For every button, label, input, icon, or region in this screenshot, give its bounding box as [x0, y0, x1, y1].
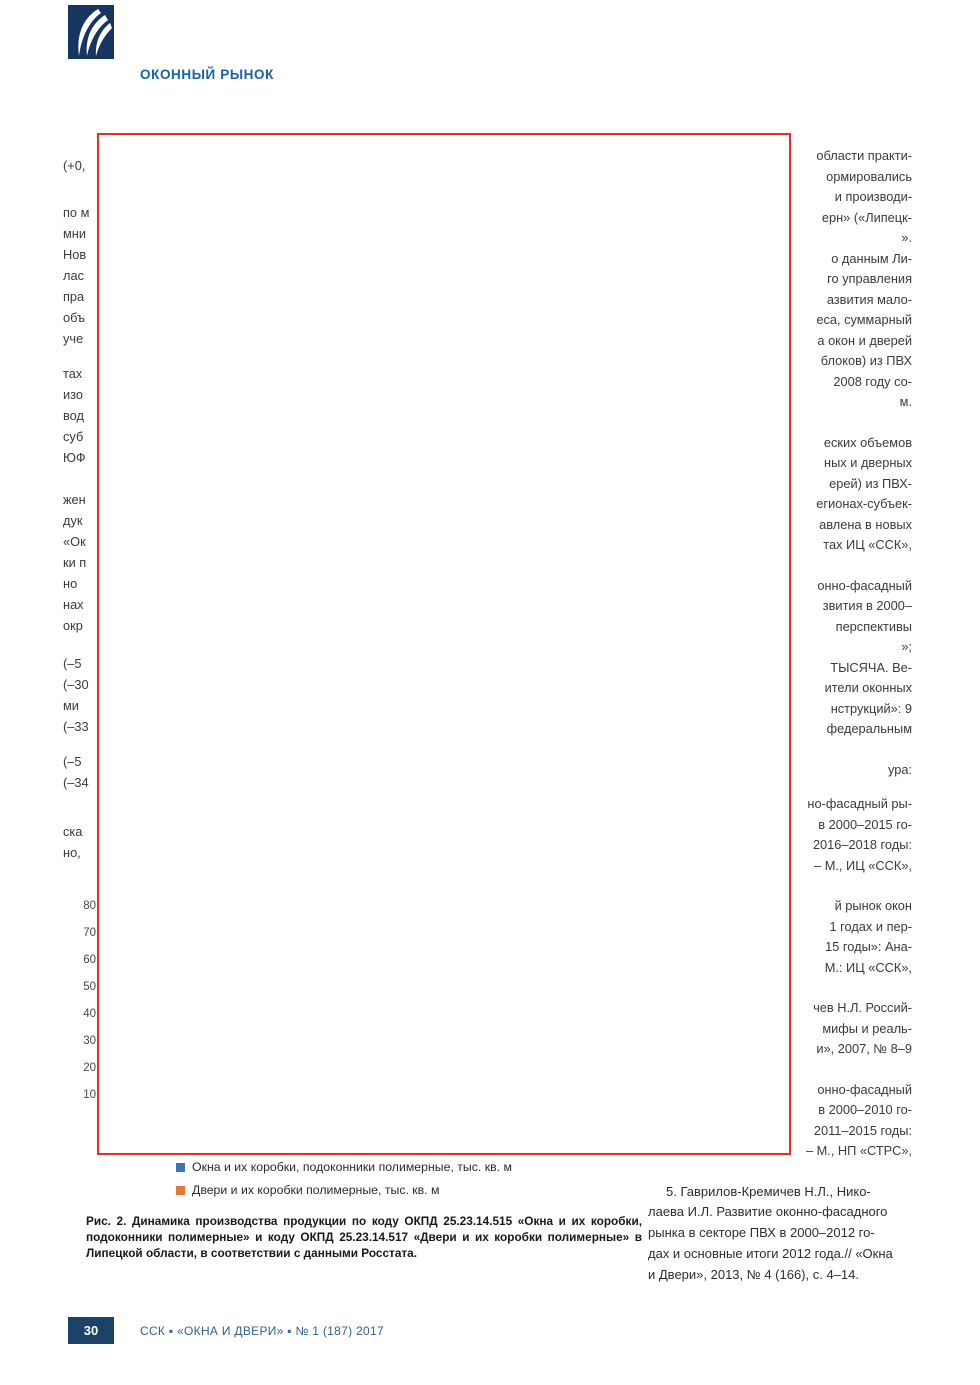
- text-fragment-line: дах и основные итоги 2012 года.// «Окна: [648, 1245, 893, 1261]
- text-fragment-line: тах ИЦ «ССК»,: [823, 537, 912, 552]
- text-fragment-line: (–5: [63, 656, 82, 671]
- text-fragment-line: авлена в новых: [819, 516, 912, 532]
- text-fragment-line: вод: [63, 408, 84, 423]
- text-fragment-line: ных и дверных: [824, 455, 912, 470]
- text-fragment-line: 30: [83, 1035, 96, 1047]
- chart-legend: [176, 1160, 512, 1206]
- text-fragment-line: – М., НП «СТРС»,: [805, 1143, 912, 1158]
- text-fragment-line: и Двери», 2013, № 4 (166), с. 4–14.: [648, 1266, 859, 1282]
- text-fragment-line: ки п: [63, 555, 87, 570]
- text-fragment-line: области практи-: [816, 148, 912, 163]
- reference-item: [648, 1182, 912, 1286]
- text-fragment-line: тах: [63, 366, 83, 381]
- text-fragment-line: ерн» («Липецк-: [821, 209, 912, 225]
- legend-swatch: [176, 1163, 185, 1172]
- page-number-badge: [68, 1317, 114, 1344]
- text-fragment-line: го управления: [827, 271, 912, 286]
- text-fragment-line: а окон и дверей: [817, 332, 912, 348]
- text-fragment-line: 2008 году со-: [833, 373, 912, 389]
- text-fragment-line: по м: [63, 205, 90, 220]
- legend-item: [176, 1160, 512, 1174]
- text-fragment-line: ТЫСЯЧА. Ве-: [830, 659, 912, 675]
- text-fragment-line: суб: [63, 429, 84, 444]
- text-fragment-line: 10: [83, 1089, 96, 1101]
- text-fragment-line: онно-фасадный: [817, 1081, 912, 1097]
- redaction-box: [97, 133, 791, 1155]
- text-fragment-line: 80: [83, 900, 96, 912]
- text-fragment-line: окр: [63, 618, 83, 633]
- legend-swatch: [176, 1186, 185, 1195]
- text-fragment-line: (–34: [63, 775, 89, 790]
- text-fragment-line: федеральным: [826, 721, 912, 736]
- text-fragment-line: азвития мало-: [826, 291, 912, 307]
- text-fragment-line: ители оконных: [824, 680, 912, 695]
- legend-label: Окна и их коробки, подоконники полимерные, тыс. кв. м: [192, 1160, 512, 1174]
- text-fragment-line: в 2000–2015 го-: [818, 816, 912, 832]
- text-fragment-line: лас: [63, 268, 84, 283]
- text-fragment-line: объ: [63, 310, 86, 325]
- text-fragment-line: ».: [901, 230, 912, 245]
- text-fragment-line: уче: [63, 331, 84, 346]
- text-fragment-line: м.: [899, 394, 912, 409]
- text-fragment-line: но,: [63, 845, 81, 860]
- text-fragment-line: й рынок окон: [834, 898, 912, 913]
- text-fragment-line: 20: [83, 1062, 96, 1074]
- text-fragment-line: и», 2007, № 8–9: [816, 1041, 912, 1056]
- text-fragment-line: – М., ИЦ «ССК»,: [814, 857, 912, 873]
- text-fragment-line: звития в 2000–: [822, 598, 912, 613]
- text-fragment-line: 15 годы»: Ана-: [825, 939, 912, 954]
- text-fragment-line: Нов: [63, 247, 87, 262]
- text-fragment-line: 1 годах и пер-: [829, 918, 912, 934]
- text-fragment-line: 2011–2015 годы:: [813, 1122, 912, 1138]
- text-fragment-line: жен: [63, 492, 86, 507]
- text-fragment-line: «Ок: [63, 534, 86, 549]
- figure-caption: Рис. 2. Динамика производства продукции по коду ОКПД 25.23.14.515 «Окна и их коробки, подоконники полимерные» и коду ОКПД 25.23.14.517 «Двери и их коробки полимерные» в Липецкой области, в соответствии с данными Росстата.: [86, 1214, 642, 1260]
- text-fragment-line: рынка в секторе ПВХ в 2000–2012 го-: [648, 1225, 875, 1241]
- text-fragment-line: но: [63, 576, 78, 591]
- text-fragment-line: еских объемов: [823, 434, 912, 450]
- text-fragment-line: онно-фасадный: [817, 577, 912, 593]
- text-fragment-line: ми: [63, 698, 79, 713]
- text-fragment-line: ЮФ: [63, 450, 86, 465]
- text-fragment-line: (–33: [63, 719, 89, 734]
- journal-info: ССК ▪ «ОКНА И ДВЕРИ» ▪ № 1 (187) 2017: [140, 1324, 384, 1338]
- text-fragment-line: 2016–2018 годы:: [812, 837, 912, 852]
- text-fragment-line: ура:: [887, 761, 912, 777]
- text-fragment-line: лаева И.Л. Развитие оконно-фасадного: [648, 1204, 888, 1220]
- chart-y-axis-labels: [64, 893, 96, 1109]
- text-fragment-line: М.: ИЦ «ССК»,: [824, 959, 912, 975]
- text-fragment-line: нах: [63, 597, 84, 612]
- text-fragment-line: но-фасадный ры-: [807, 796, 912, 811]
- text-fragment-line: ормировались: [826, 168, 912, 184]
- text-fragment-line: еса, суммарный: [816, 312, 912, 327]
- text-fragment-line: нструкций»: 9: [830, 700, 912, 716]
- text-fragment-line: пра: [63, 289, 85, 304]
- text-fragment-line: дук: [63, 513, 83, 528]
- text-fragment-line: 50: [83, 981, 96, 993]
- text-fragment-line: в 2000–2010 го-: [818, 1102, 912, 1117]
- legend-item: [176, 1183, 512, 1197]
- text-fragment-line: о данным Ли-: [831, 250, 912, 266]
- publisher-logo-icon: [68, 5, 114, 59]
- text-fragment-line: ска: [63, 824, 83, 839]
- legend-label: Двери и их коробки полимерные, тыс. кв. м: [192, 1183, 440, 1197]
- page-number: 30: [83, 1323, 99, 1338]
- text-fragment-line: чев Н.Л. Россий-: [813, 1000, 912, 1015]
- text-fragment-line: 70: [83, 927, 96, 939]
- text-fragment-line: мифы и реаль-: [822, 1020, 912, 1036]
- text-fragment-line: и производи-: [834, 189, 912, 204]
- text-fragment-line: блоков) из ПВХ: [820, 353, 912, 368]
- text-fragment-line: (–30: [63, 677, 89, 692]
- text-fragment-line: перспективы: [835, 618, 912, 634]
- section-title: ОКОННЫЙ РЫНОК: [140, 67, 274, 82]
- text-fragment-line: (+0,: [63, 158, 86, 173]
- text-fragment-line: ерей) из ПВХ-: [829, 475, 912, 491]
- text-fragment-line: 40: [83, 1008, 96, 1020]
- text-fragment-line: 5. Гаврилов-Кремичев Н.Л., Нико-: [666, 1183, 871, 1199]
- text-fragment-line: 60: [83, 954, 96, 966]
- text-fragment-line: изо: [63, 387, 83, 402]
- text-fragment-line: егионах-субъек-: [816, 496, 912, 511]
- text-fragment-line: (–5: [63, 754, 82, 769]
- text-fragment-line: »;: [901, 639, 912, 654]
- text-fragment-line: мни: [63, 226, 87, 241]
